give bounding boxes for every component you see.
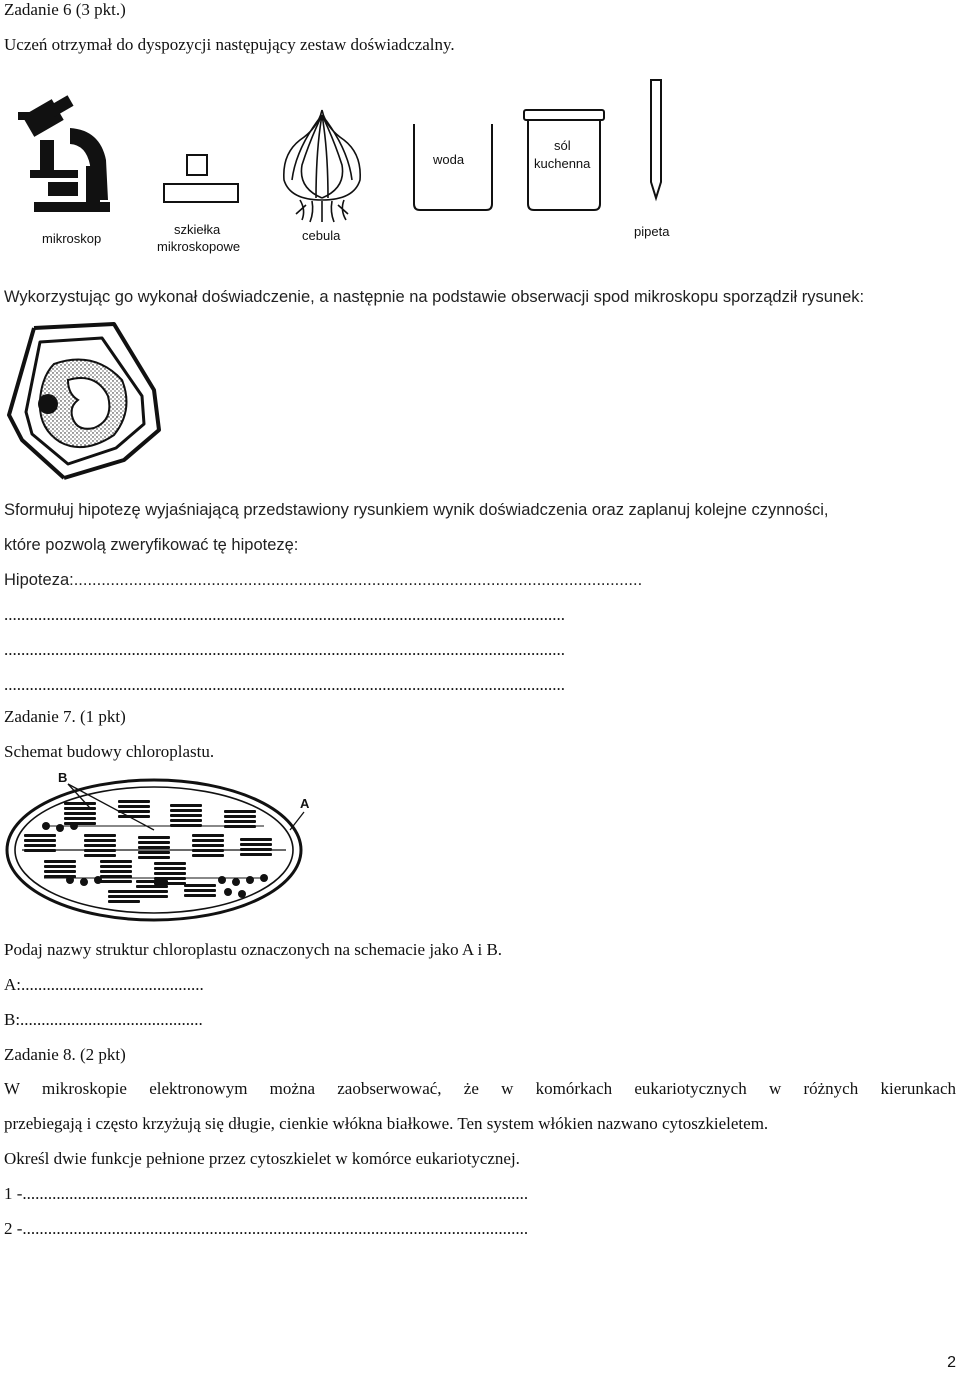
task8-answer-2: 2 -....................................................................................................................... — [4, 1219, 529, 1238]
microscope-label: mikroskop — [42, 231, 102, 246]
task8-text-1: W mikroskopie elektronowym można zaobserwować, że w komórkach eukariotycznych w różnych kierunkach — [4, 1079, 956, 1098]
thylakoid — [64, 802, 96, 805]
slides-label-2: mikroskopowe — [157, 239, 241, 254]
thylakoid — [24, 844, 56, 847]
thylakoid — [184, 889, 216, 892]
chloroplast-diagram — [4, 768, 324, 926]
thylakoid — [136, 885, 168, 888]
thylakoid — [84, 854, 116, 857]
task8-title: Zadanie 8. (2 pkt) — [4, 1045, 126, 1064]
thylakoid — [100, 875, 132, 878]
nucleus — [38, 394, 58, 414]
thylakoid — [192, 854, 224, 857]
thylakoid — [64, 812, 96, 815]
thylakoid — [100, 880, 132, 883]
thylakoid — [136, 890, 168, 893]
thylakoid — [108, 895, 140, 898]
thylakoid — [170, 819, 202, 822]
hypothesis-line-3: .................................................................................................................................... — [4, 640, 565, 659]
water-label: woda — [433, 152, 465, 167]
thylakoid — [170, 814, 202, 817]
thylakoid — [64, 822, 96, 825]
microscope-icon — [18, 95, 110, 212]
task6-observation: Wykorzystując go wykonał doświadczenie, a następnie na podstawie obserwacji spod mikroskopu sporządził rysunek: — [4, 288, 865, 306]
thylakoid — [224, 825, 256, 828]
water-beaker-icon — [414, 124, 492, 210]
task6-question-2: które pozwolą zweryfikować tę hipotezę: — [4, 536, 299, 554]
salt-label-2: kuchenna — [534, 156, 591, 171]
thylakoid — [24, 834, 56, 837]
thylakoid — [118, 805, 150, 808]
thylakoid — [192, 834, 224, 837]
thylakoid — [138, 841, 170, 844]
thylakoid — [44, 865, 76, 868]
thylakoid — [44, 870, 76, 873]
thylakoid — [154, 877, 186, 880]
thylakoid — [84, 839, 116, 842]
thylakoid — [44, 860, 76, 863]
thylakoid — [240, 843, 272, 846]
label-a: A — [300, 796, 310, 811]
task7-answer-a: A:........................................... — [4, 975, 204, 994]
thylakoid — [224, 820, 256, 823]
hypothesis-line-2: .................................................................................................................................... — [4, 605, 565, 624]
salt-label-1: sól — [554, 138, 571, 153]
slides-label-1: szkiełka — [174, 222, 221, 237]
thylakoid — [118, 800, 150, 803]
thylakoid — [136, 895, 168, 898]
thylakoid — [170, 804, 202, 807]
thylakoid — [136, 880, 168, 883]
thylakoid — [108, 890, 140, 893]
thylakoid — [100, 870, 132, 873]
cell-drawing — [4, 320, 169, 480]
thylakoid — [108, 900, 140, 903]
task8-text-2: przebiegają i często krzyżują się długie, cienkie włókna białkowe. Ten system włókien nazwano cytoszkieletem. — [4, 1114, 769, 1133]
thylakoid — [100, 860, 132, 863]
thylakoid — [224, 810, 256, 813]
task6-question-1: Sformułuj hipotezę wyjaśniającą przedstawiony rysunkiem wynik doświadczenia oraz zaplanuj kolejne czynności, — [4, 501, 829, 519]
thylakoid — [138, 846, 170, 849]
pipette-icon — [651, 80, 661, 198]
thylakoid — [184, 894, 216, 897]
thylakoid — [192, 839, 224, 842]
thylakoid — [100, 865, 132, 868]
thylakoid — [240, 853, 272, 856]
thylakoid — [154, 872, 186, 875]
thylakoid — [138, 856, 170, 859]
thylakoid — [84, 844, 116, 847]
hypothesis-label: Hipoteza: — [4, 571, 74, 589]
task6-title: Zadanie 6 (3 pkt.) — [4, 0, 126, 19]
label-a-pointer — [290, 812, 304, 830]
thylakoid — [138, 851, 170, 854]
task6-intro: Uczeń otrzymał do dyspozycji następujący zestaw doświadczalny. — [4, 35, 455, 54]
thylakoid — [138, 836, 170, 839]
thylakoid — [24, 839, 56, 842]
label-b: B — [58, 770, 68, 785]
answer-dots: ............................................................................................................................ — [73, 571, 643, 589]
thylakoid — [184, 884, 216, 887]
thylakoid — [154, 867, 186, 870]
task8-answer-1: 1 -....................................................................................................................... — [4, 1184, 529, 1203]
thylakoid — [192, 849, 224, 852]
thylakoid — [224, 815, 256, 818]
task7-subtitle: Schemat budowy chloroplastu. — [4, 742, 215, 761]
thylakoid — [64, 807, 96, 810]
thylakoid — [240, 848, 272, 851]
page-number: 2 — [947, 1354, 956, 1371]
thylakoid — [192, 844, 224, 847]
task7-answer-b: B:........................................... — [4, 1010, 203, 1029]
thylakoid — [118, 810, 150, 813]
onion-icon — [284, 110, 360, 222]
thylakoid — [84, 849, 116, 852]
task7-question: Podaj nazwy struktur chloroplastu oznaczonych na schemacie jako A i B. — [4, 940, 503, 959]
thylakoid — [24, 849, 56, 852]
slides-icon — [164, 155, 238, 202]
hypothesis-line-4: .................................................................................................................................... — [4, 675, 565, 694]
onion-label: cebula — [302, 228, 341, 243]
hypothesis-line-1 — [4, 570, 642, 590]
thylakoid — [64, 817, 96, 820]
pipette-label: pipeta — [634, 224, 670, 239]
task8-question: Określ dwie funkcje pełnione przez cytoszkielet w komórce eukariotycznej. — [4, 1149, 520, 1168]
thylakoid — [118, 815, 150, 818]
equipment-illustration — [0, 70, 720, 260]
task7-title: Zadanie 7. (1 pkt) — [4, 707, 126, 726]
thylakoid — [170, 824, 202, 827]
thylakoid — [84, 834, 116, 837]
thylakoid — [240, 838, 272, 841]
thylakoid — [154, 862, 186, 865]
thylakoid — [170, 809, 202, 812]
